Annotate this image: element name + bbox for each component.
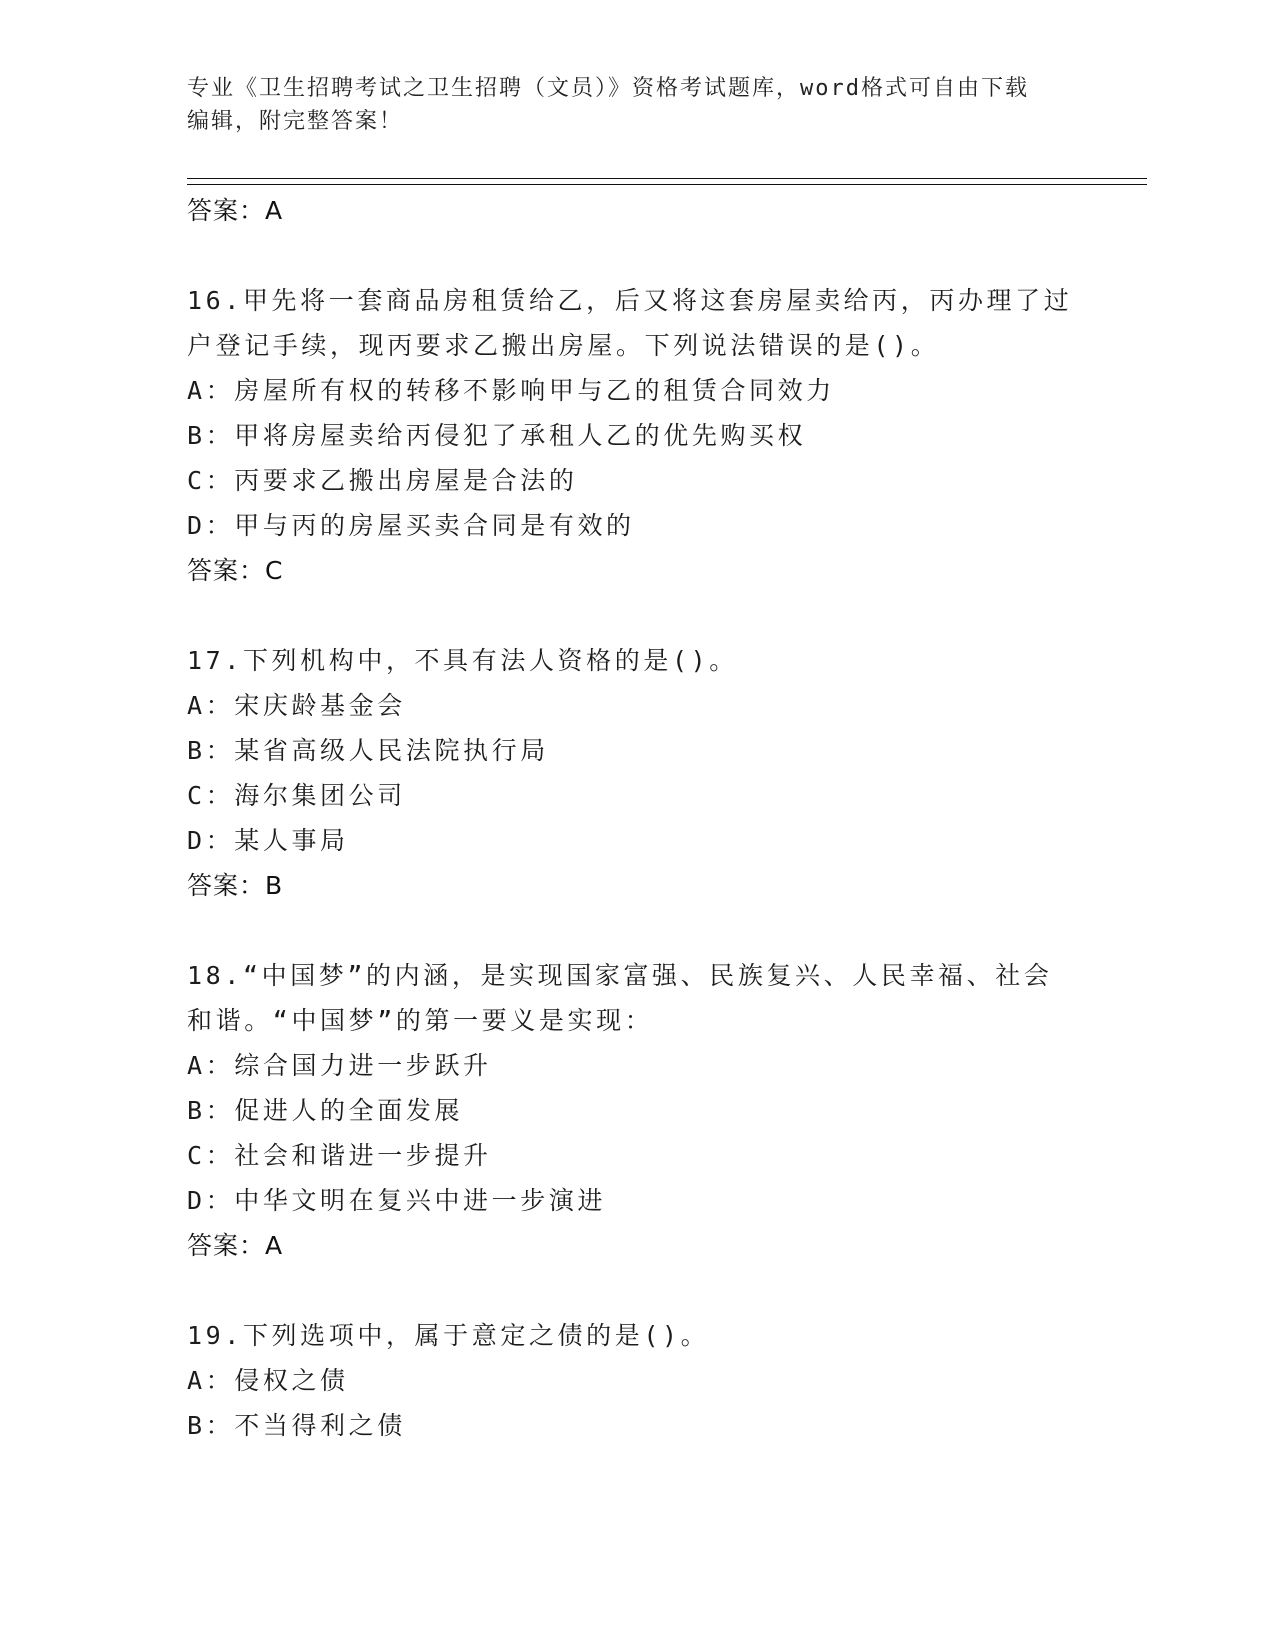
option-c: C：丙要求乙搬出房屋是合法的: [187, 466, 578, 495]
document-header: [187, 72, 1067, 138]
answer-line: 答案：C: [187, 556, 284, 585]
question-text: 和谐。“中国梦”的第一要义是实现：: [187, 1006, 654, 1035]
option-b: B：甲将房屋卖给丙侵犯了承租人乙的优先购买权: [187, 421, 807, 450]
spacer: [187, 908, 1147, 953]
option-d: D：某人事局: [187, 826, 349, 855]
header-divider-bottom: [187, 184, 1147, 185]
option-c: C：海尔集团公司: [187, 781, 406, 810]
option-a: A：综合国力进一步跃升: [187, 1051, 492, 1080]
answer-line: 答案：A: [187, 196, 284, 225]
option-d: D：甲与丙的房屋买卖合同是有效的: [187, 511, 635, 540]
question-text: 19.下列选项中，属于意定之债的是()。: [187, 1321, 710, 1350]
question-text: 户登记手续，现丙要求乙搬出房屋。下列说法错误的是()。: [187, 331, 940, 360]
spacer: [187, 233, 1147, 278]
option-b: B：不当得利之债: [187, 1411, 406, 1440]
question-block: [187, 638, 1147, 908]
option-b: B：促进人的全面发展: [187, 1096, 464, 1125]
option-a: A：侵权之债: [187, 1366, 349, 1395]
answer-line: 答案：A: [187, 1231, 284, 1260]
header-line-2: 编辑，附完整答案！: [187, 109, 404, 134]
option-a: A：宋庆龄基金会: [187, 691, 406, 720]
option-d: D：中华文明在复兴中进一步演进: [187, 1186, 607, 1215]
question-list: [187, 188, 1147, 1448]
header-divider-top: [187, 178, 1147, 179]
option-a: A：房屋所有权的转移不影响甲与乙的租赁合同效力: [187, 376, 835, 405]
question-block: [187, 1313, 1147, 1448]
question-block: [187, 953, 1147, 1268]
question-text: 17.下列机构中，不具有法人资格的是()。: [187, 646, 738, 675]
question-text: 18.“中国梦”的内涵，是实现国家富强、民族复兴、人民幸福、社会: [187, 961, 1053, 990]
option-c: C：社会和谐进一步提升: [187, 1141, 492, 1170]
question-block: [187, 278, 1147, 593]
question-text: 16.甲先将一套商品房租赁给乙，后又将这套房屋卖给丙，丙办理了过: [187, 286, 1073, 315]
spacer: [187, 593, 1147, 638]
answer-line: 答案：B: [187, 871, 284, 900]
option-b: B：某省高级人民法院执行局: [187, 736, 549, 765]
header-line-1: 专业《卫生招聘考试之卫生招聘（文员）》资格考试题库，word格式可自由下载: [187, 76, 1029, 101]
spacer: [187, 1268, 1147, 1313]
